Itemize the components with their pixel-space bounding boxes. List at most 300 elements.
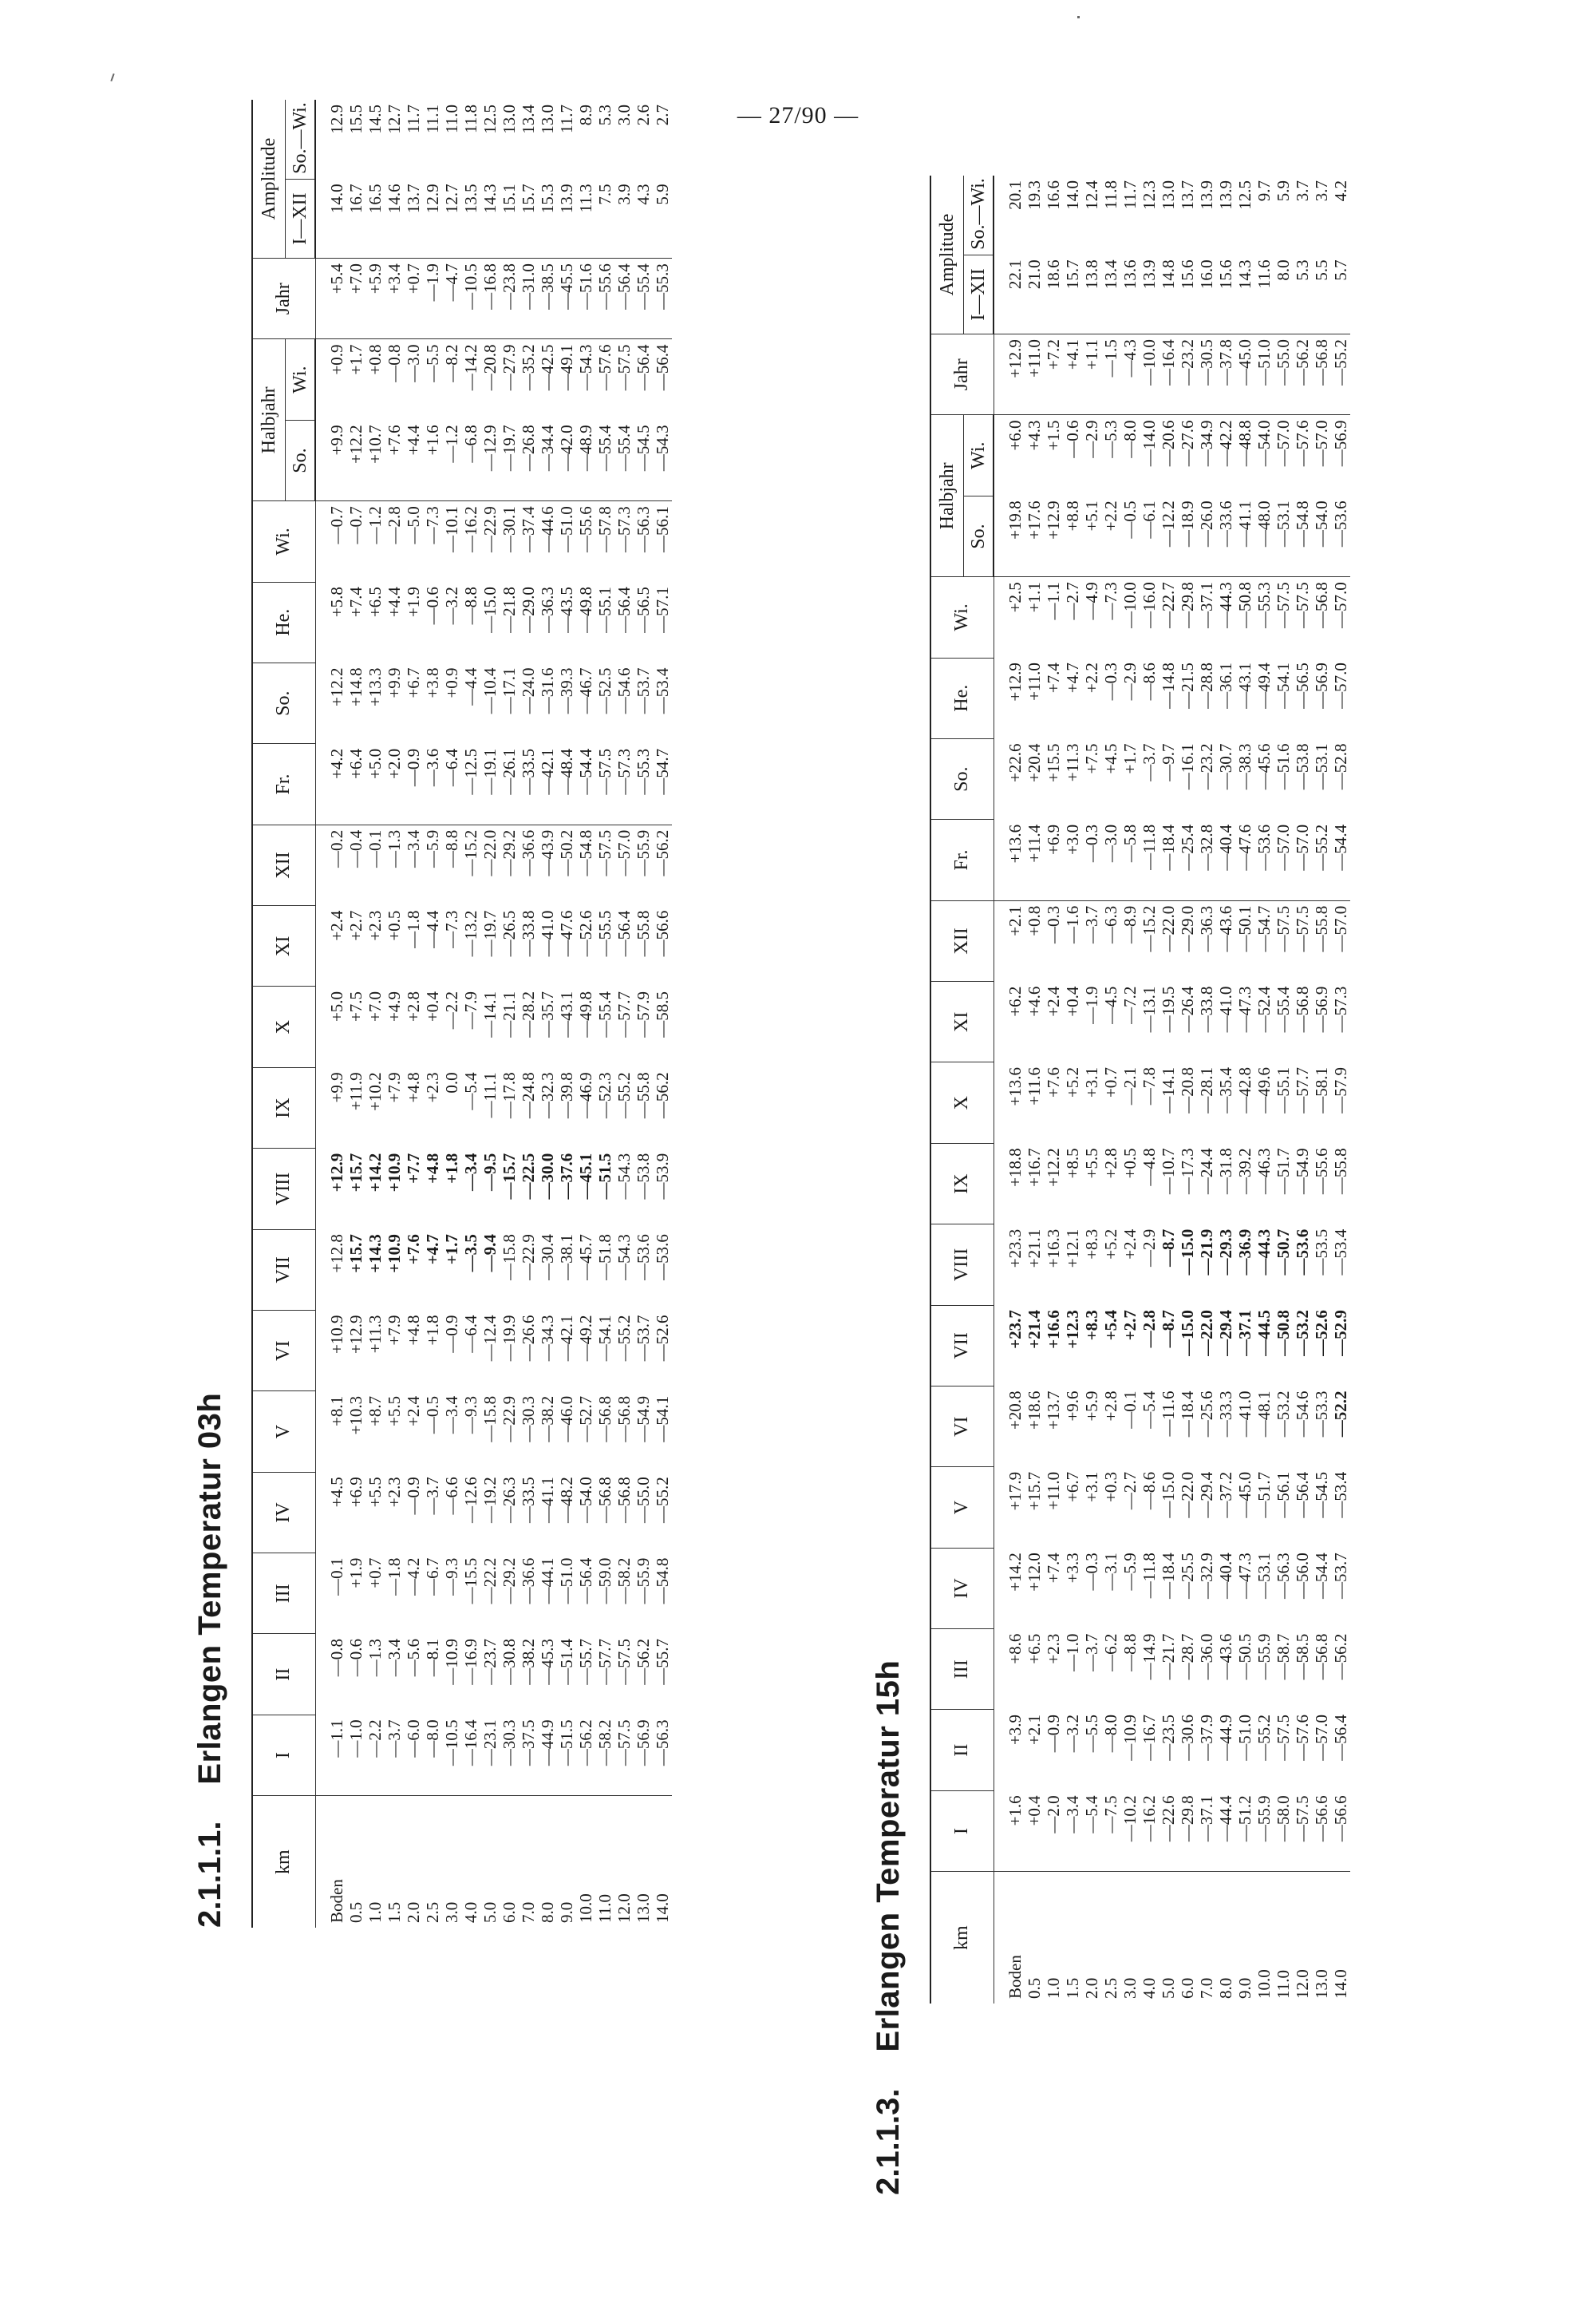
value-cell: —7.3 [442, 910, 461, 948]
value-cell: —57.3 [614, 744, 634, 825]
value-cell: —54.9 [1293, 1148, 1312, 1195]
value-cell: —57.5 [1274, 905, 1293, 952]
value-cell: —56.4 [1331, 1714, 1350, 1761]
value-cell: 2.7 [653, 105, 672, 126]
value-cell: —8.0 [1120, 420, 1140, 458]
value-cell: —6.4 [442, 744, 461, 825]
month-header: VI [930, 1386, 994, 1466]
month-header: VIII [930, 1224, 994, 1305]
value-cell: —55.0 [634, 1477, 653, 1523]
value-cell: —30.0 [538, 1153, 557, 1200]
value-cell: —57.9 [1331, 1066, 1350, 1114]
value-cell: —58.2 [614, 1557, 634, 1604]
table-row [1082, 176, 1101, 2004]
value-cell: 11.8 [461, 105, 480, 133]
value-cell: 11.7 [404, 105, 423, 133]
value-cell: —48.9 [576, 420, 595, 500]
altitude-cell: 13.0 [1312, 1969, 1331, 1999]
value-cell: —2.8 [1140, 1310, 1159, 1348]
value-cell: —48.1 [1254, 1390, 1274, 1438]
value-cell: —53.3 [1312, 1390, 1331, 1438]
value-cell: +2.1 [1025, 1714, 1044, 1746]
table-row [315, 100, 346, 1928]
value-cell: —53.8 [1293, 743, 1312, 790]
value-cell: 14.8 [1159, 255, 1178, 334]
value-cell: —51.7 [1254, 1471, 1274, 1518]
table-row [557, 100, 576, 1928]
month-header: XII [252, 825, 315, 905]
value-cell: —22.0 [1159, 905, 1178, 952]
value-cell: +12.9 [994, 334, 1025, 415]
value-cell: +14.2 [365, 1153, 385, 1193]
table-row [1025, 176, 1044, 2004]
value-cell: —10.9 [1120, 1714, 1140, 1761]
value-cell: 13.0 [500, 105, 519, 134]
value-cell: —0.7 [326, 506, 346, 544]
value-cell: 12.4 [1082, 180, 1101, 210]
value-cell: +0.4 [423, 991, 442, 1023]
value-cell: +4.6 [1025, 986, 1044, 1017]
value-cell: —47.6 [557, 910, 576, 957]
value-cell: —57.5 [1274, 1714, 1293, 1761]
value-cell: —52.2 [1331, 1390, 1350, 1438]
value-cell: —53.6 [634, 1234, 653, 1280]
value-cell: —57.6 [1293, 1714, 1312, 1761]
value-cell: +1.6 [994, 1790, 1025, 1871]
value-cell: +8.3 [1082, 1228, 1101, 1260]
value-cell: —51.0 [1235, 1714, 1254, 1761]
month-header: VIII [252, 1149, 315, 1229]
value-cell: —5.5 [423, 344, 442, 382]
table-row [519, 100, 538, 1928]
value-cell: —51.0 [1254, 334, 1274, 415]
value-cell: +10.2 [365, 1072, 385, 1111]
value-cell: —10.4 [480, 667, 500, 714]
value-cell: +11.4 [1025, 820, 1044, 900]
value-cell: +6.7 [1063, 1471, 1082, 1502]
value-cell: —8.7 [1159, 1228, 1178, 1267]
altitude-cell: 5.0 [480, 1901, 500, 1923]
value-cell: +9.6 [1063, 1390, 1082, 1422]
month-header: VI [252, 1310, 315, 1390]
value-cell: 5.5 [1312, 255, 1331, 334]
value-cell: —44.3 [1216, 582, 1235, 628]
value-cell: —35.7 [538, 991, 557, 1038]
value-cell: —8.8 [442, 829, 461, 868]
value-cell: 19.3 [1025, 180, 1044, 210]
value-cell: —26.0 [1197, 496, 1216, 576]
value-cell: +12.8 [326, 1234, 346, 1273]
value-cell: +1.5 [1044, 420, 1063, 451]
value-cell: +18.6 [1025, 1390, 1044, 1430]
value-cell: —10.1 [442, 506, 461, 552]
value-cell: —22.7 [1159, 582, 1178, 628]
value-cell: —17.3 [1178, 1148, 1197, 1195]
value-cell: —55.3 [1254, 582, 1274, 628]
value-cell: —37.9 [1197, 1714, 1216, 1761]
value-cell: —45.7 [576, 1234, 595, 1280]
altitude-cell: 2.5 [423, 1901, 442, 1923]
value-cell: 9.7 [1254, 180, 1274, 202]
value-cell: —14.2 [461, 344, 480, 391]
table-caption [864, 1660, 912, 2195]
altitude-cell: 9.0 [1235, 1977, 1254, 1999]
value-cell: —55.6 [1312, 1148, 1331, 1195]
value-cell: —41.1 [538, 1477, 557, 1523]
value-cell: —56.4 [634, 344, 653, 391]
value-cell: —11.8 [1140, 1553, 1159, 1599]
value-cell: +1.1 [1082, 334, 1101, 415]
value-cell: —50.7 [1274, 1228, 1293, 1276]
value-cell: —4.9 [1082, 582, 1101, 620]
value-cell: —10.5 [461, 259, 480, 339]
value-cell: —54.5 [634, 420, 653, 500]
value-cell: —51.5 [557, 1715, 576, 1795]
value-cell: —57.5 [614, 1715, 634, 1795]
value-cell: 14.5 [365, 105, 385, 134]
value-cell: +0.3 [1101, 1471, 1120, 1502]
value-cell: —55.7 [653, 1638, 672, 1685]
value-cell: —1.8 [385, 1557, 404, 1596]
value-cell: —40.4 [1216, 1553, 1235, 1599]
amplitude-year-header: I—XII [286, 179, 316, 258]
value-cell: +2.7 [1120, 1310, 1140, 1341]
value-cell: —2.9 [1120, 663, 1140, 701]
value-cell: —37.4 [519, 506, 538, 552]
value-cell: —25.6 [1197, 1390, 1216, 1438]
value-cell: —53.6 [1254, 820, 1274, 900]
value-cell: 12.5 [480, 105, 500, 134]
value-cell: —37.1 [1197, 582, 1216, 628]
value-cell: —38.5 [538, 259, 557, 339]
value-cell: —56.8 [1312, 1633, 1331, 1680]
value-cell: —23.7 [480, 1638, 500, 1685]
value-cell: —43.1 [557, 991, 576, 1038]
value-cell: —48.8 [1235, 420, 1254, 467]
value-cell: —49.1 [557, 344, 576, 391]
value-cell: +8.5 [1063, 1148, 1082, 1179]
value-cell: 8.0 [1274, 255, 1293, 334]
amplitude-season-header: So.—Wi. [286, 100, 316, 179]
value-cell: +0.7 [1101, 1066, 1120, 1098]
altitude-cell: 2.0 [404, 1901, 423, 1923]
value-cell: —0.6 [1063, 420, 1082, 458]
table-block-03h [172, 92, 890, 1928]
value-cell: —36.6 [519, 1557, 538, 1604]
value-cell: —5.8 [1120, 820, 1140, 900]
value-cell: 14.0 [1063, 180, 1082, 210]
value-cell: +1.1 [1025, 582, 1044, 613]
month-header: II [252, 1634, 315, 1715]
value-cell: —9.3 [461, 1395, 480, 1434]
value-cell: —57.0 [1293, 820, 1312, 900]
value-cell: —16.0 [1140, 582, 1159, 628]
value-cell: —19.7 [500, 420, 519, 500]
value-cell: —49.2 [576, 1315, 595, 1362]
value-cell: +2.3 [1044, 1633, 1063, 1664]
month-header: I [252, 1715, 315, 1795]
value-cell: +11.0 [1044, 1471, 1063, 1510]
value-cell: —7.9 [461, 991, 480, 1030]
table-row [500, 100, 519, 1928]
amplitude-season-header: So.—Wi. [964, 176, 994, 255]
value-cell: —56.8 [595, 1477, 614, 1523]
value-cell: —57.7 [614, 991, 634, 1038]
value-cell: —57.5 [614, 344, 634, 391]
value-cell: —6.7 [423, 1557, 442, 1596]
value-cell: —29.3 [1216, 1228, 1235, 1276]
scan-mark [1077, 16, 1080, 18]
value-cell: +12.9 [1005, 663, 1025, 702]
value-cell: —56.2 [1331, 1633, 1350, 1680]
value-cell: +7.6 [385, 420, 404, 500]
value-cell: 0.0 [442, 1072, 461, 1094]
season-header: Fr. [930, 820, 994, 900]
value-cell: —0.3 [1044, 905, 1063, 943]
value-cell: —56.3 [1274, 1553, 1293, 1599]
value-cell: —38.1 [557, 1234, 576, 1280]
value-cell: 2.6 [634, 105, 653, 126]
value-cell: +0.9 [442, 667, 461, 698]
value-cell: —6.1 [1140, 496, 1159, 576]
altitude-cell: 11.0 [595, 1894, 614, 1923]
value-cell: —53.7 [634, 667, 653, 714]
value-cell: +5.8 [326, 587, 346, 618]
value-cell: —15.5 [461, 1557, 480, 1604]
value-cell: —57.8 [595, 506, 614, 552]
km-header: km [252, 1796, 315, 1928]
value-cell: —55.8 [1331, 1148, 1350, 1195]
value-cell: +20.4 [1025, 743, 1044, 783]
value-cell: —23.2 [1197, 743, 1216, 790]
value-cell: —4.4 [423, 910, 442, 948]
value-cell: —57.7 [1293, 1066, 1312, 1114]
value-cell: —35.2 [519, 344, 538, 391]
value-cell: —22.0 [1197, 1310, 1216, 1356]
value-cell: —57.0 [1312, 420, 1331, 467]
value-cell: +0.9 [327, 344, 346, 375]
value-cell: —11.1 [480, 1072, 500, 1118]
value-cell: 15.5 [346, 105, 365, 134]
value-cell: —55.4 [1274, 986, 1293, 1033]
value-cell: —55.7 [576, 1638, 595, 1685]
value-cell: —24.4 [1197, 1148, 1216, 1195]
value-cell: —56.4 [614, 259, 634, 339]
table-row [1331, 176, 1350, 2004]
value-cell: —0.1 [1120, 1390, 1140, 1429]
value-cell: —54.6 [1293, 1390, 1312, 1438]
altitude-cell: 2.0 [1082, 1977, 1101, 1999]
value-cell: —34.3 [538, 1315, 557, 1362]
value-cell: —54.8 [576, 829, 595, 876]
month-header: III [252, 1553, 315, 1634]
value-cell: +11.3 [365, 1315, 385, 1354]
value-cell: —42.1 [538, 744, 557, 825]
value-cell: —29.0 [1178, 905, 1197, 952]
value-cell: —0.5 [423, 1395, 442, 1434]
value-cell: —19.7 [480, 910, 500, 957]
value-cell: —58.1 [1312, 1066, 1331, 1114]
value-cell: 20.1 [1005, 180, 1025, 210]
altitude-cell: 4.0 [1140, 1977, 1159, 1999]
value-cell: —53.6 [1331, 496, 1350, 576]
value-cell: —0.1 [365, 829, 385, 868]
table-row [1293, 176, 1312, 2004]
value-cell: —23.2 [1178, 334, 1197, 415]
value-cell: —36.3 [1197, 905, 1216, 952]
value-cell: —0.4 [346, 829, 365, 868]
value-cell: —54.7 [653, 744, 672, 825]
value-cell: —14.1 [480, 991, 500, 1038]
value-cell: —1.8 [404, 910, 423, 948]
value-cell: —36.9 [1235, 1228, 1254, 1276]
value-cell: +12.9 [346, 1315, 365, 1355]
value-cell: —56.8 [614, 1477, 634, 1523]
value-cell: +8.8 [1063, 496, 1082, 576]
value-cell: —0.9 [404, 1477, 423, 1515]
value-cell: +12.1 [1063, 1228, 1082, 1268]
value-cell: 21.0 [1025, 255, 1044, 334]
value-cell: —55.4 [595, 420, 614, 500]
value-cell: —11.6 [1159, 1390, 1178, 1437]
value-cell: 13.6 [1120, 255, 1140, 334]
value-cell: —51.8 [595, 1234, 614, 1280]
value-cell: 3.0 [614, 105, 634, 126]
value-cell: +1.9 [404, 587, 423, 618]
value-cell: —1.5 [1101, 334, 1120, 415]
month-header: VII [252, 1229, 315, 1310]
value-cell: +1.6 [423, 420, 442, 500]
value-cell: —53.7 [1331, 1553, 1350, 1599]
value-cell: +2.8 [404, 991, 423, 1023]
value-cell: —5.9 [423, 829, 442, 868]
value-cell: —49.8 [576, 587, 595, 633]
value-cell: —43.6 [1216, 1633, 1235, 1680]
value-cell: —22.9 [519, 1234, 538, 1280]
value-cell: 3.7 [1293, 180, 1312, 202]
value-cell: —45.3 [538, 1638, 557, 1685]
value-cell: —26.6 [519, 1315, 538, 1362]
value-cell: —44.5 [1254, 1310, 1274, 1356]
value-cell: —2.7 [1063, 582, 1082, 620]
value-cell: —0.9 [1044, 1714, 1063, 1753]
value-cell: —56.9 [634, 1715, 653, 1795]
altitude-cell: 6.0 [1178, 1977, 1197, 1999]
value-cell: +13.3 [365, 667, 385, 707]
value-cell: —21.9 [1197, 1228, 1216, 1276]
table-title: Erlangen Temperatur 15h [871, 1659, 906, 2052]
month-header: X [930, 1062, 994, 1143]
table-row [1101, 176, 1120, 2004]
value-cell: —0.3 [1082, 1553, 1101, 1591]
value-cell: —18.4 [1159, 1553, 1178, 1599]
value-cell: —22.2 [480, 1557, 500, 1604]
season-header: He. [252, 582, 315, 663]
value-cell: —56.8 [1312, 582, 1331, 628]
value-cell: —33.5 [519, 744, 538, 825]
value-cell: —5.9 [1120, 1553, 1140, 1591]
table-row [385, 100, 404, 1928]
value-cell: —57.9 [634, 991, 653, 1038]
value-cell: +5.5 [385, 1395, 404, 1426]
value-cell: +11.9 [346, 1072, 365, 1111]
value-cell: +2.4 [1044, 986, 1063, 1017]
value-cell: +7.9 [385, 1315, 404, 1346]
value-cell: —3.6 [423, 744, 442, 825]
value-cell: +2.2 [1082, 663, 1101, 694]
table-row [595, 100, 614, 1928]
value-cell: —44.3 [1254, 1228, 1274, 1276]
value-cell: +2.8 [1101, 1390, 1120, 1422]
value-cell: —37.2 [1216, 1471, 1235, 1518]
value-cell: —18.4 [1178, 1390, 1197, 1438]
table-row [1044, 176, 1063, 2004]
table-row [365, 100, 385, 1928]
value-cell: —38.2 [519, 1638, 538, 1685]
value-cell: +8.1 [326, 1395, 346, 1426]
value-cell: —56.9 [1312, 986, 1331, 1033]
value-cell: +1.9 [346, 1557, 365, 1588]
value-cell: +7.0 [365, 991, 385, 1023]
season-header: So. [930, 738, 994, 819]
value-cell: —21.7 [1159, 1633, 1178, 1680]
value-cell: +5.2 [1063, 1066, 1082, 1098]
value-cell: —36.0 [1197, 1633, 1216, 1680]
value-cell: —16.7 [1140, 1714, 1159, 1761]
value-cell: —4.7 [442, 259, 461, 339]
value-cell: —10.2 [1120, 1790, 1140, 1871]
month-header: XI [930, 982, 994, 1062]
value-cell: +4.4 [385, 587, 404, 618]
value-cell: +4.5 [1101, 743, 1120, 774]
value-cell: —56.8 [1293, 986, 1312, 1033]
value-cell: —39.2 [1235, 1148, 1254, 1195]
value-cell: 5.9 [653, 179, 672, 258]
value-cell: —54.0 [576, 1477, 595, 1523]
value-cell: —43.9 [538, 829, 557, 876]
value-cell: —56.4 [653, 344, 672, 391]
value-cell: +5.0 [326, 991, 346, 1023]
value-cell: +6.4 [346, 744, 365, 825]
value-cell: —7.3 [423, 506, 442, 544]
value-cell: +4.8 [404, 1315, 423, 1346]
value-cell: —1.2 [442, 420, 461, 500]
value-cell: —3.7 [1140, 743, 1159, 781]
value-cell: —48.0 [1254, 496, 1274, 576]
value-cell: —0.8 [326, 1638, 346, 1677]
halbjahr-header: Halbjahr [252, 339, 286, 501]
value-cell: —2.1 [1120, 1066, 1140, 1106]
value-cell: 4.3 [634, 179, 653, 258]
value-cell: 15.6 [1178, 255, 1197, 334]
value-cell: 16.0 [1197, 255, 1216, 334]
value-cell: —53.1 [1312, 743, 1331, 790]
value-cell: —25.5 [1178, 1553, 1197, 1599]
month-header: XII [930, 900, 994, 981]
value-cell: +2.4 [326, 910, 346, 941]
value-cell: +6.9 [1044, 820, 1063, 900]
altitude-cell: 0.5 [346, 1901, 365, 1923]
value-cell: +10.9 [385, 1234, 404, 1273]
value-cell: 5.3 [595, 105, 614, 126]
value-cell: 14.0 [315, 179, 346, 258]
table-row [614, 100, 634, 1928]
value-cell: —20.6 [1159, 420, 1178, 467]
value-cell: 11.3 [576, 179, 595, 258]
value-cell: —3.4 [442, 1395, 461, 1434]
table-row [1254, 176, 1274, 2004]
season-header: So. [252, 663, 315, 743]
